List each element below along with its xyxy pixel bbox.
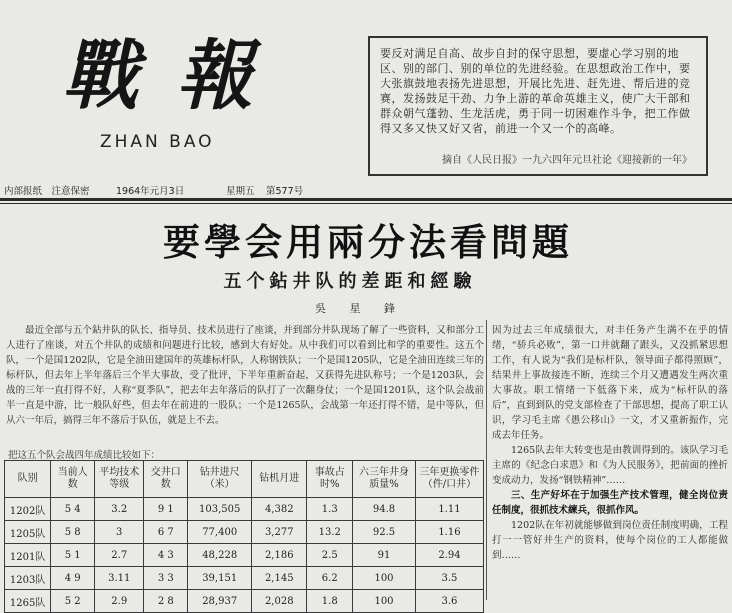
table-cell: 9 1: [144, 498, 188, 521]
table-cell: 1.11: [415, 498, 483, 521]
table-cell: 1.16: [415, 521, 483, 544]
masthead-pinyin: ZHAN BAO: [100, 132, 215, 152]
issue-number: 第577号: [266, 186, 304, 197]
top-rule-thin: [0, 203, 732, 204]
table-cell: 2.5: [307, 544, 353, 567]
body-paragraph: 最近全部与五个鉆井队的队长、指导员、技术员进行了座谈，并到部分井队现场了解了一些资料，又和部分工人进行了座谈，对五个井队的成绩和问题进行比较，感到大有好处。从中我们可以看到比和学的重要性。这五个队，一个是国1202队，它是全油田建国年的英雄标杆队，人称钢铁队；一个是国1205队，它是全油田连续三年的标杆队，但去年上半年落后三个半大事故，受了批评，下半年重新奋起，又获得先进队称号；一个是1203队，会战的三年一直打得不好，人称“夏季队”，把去年去年落后的队打了一次翻身仗；一个是国1201队，这个队会战前半一直是中游，比一般队好些，但去年在前进的一股队；一个是1265队，会战第一年还打得不错，是中等队，但从六一年后，搞得三年不落后于队伍，就是上不去。: [6, 325, 484, 426]
issue-weekday: 星期五: [226, 186, 255, 197]
table-cell: 1203队: [5, 567, 51, 590]
table-cell: 1.3: [307, 498, 353, 521]
article-headline: 要學会用兩分法看問題: [163, 220, 573, 264]
table-header-cell: 钻井进尺（米）: [188, 461, 252, 498]
article-body-right: [492, 323, 728, 563]
table-cell: 2,145: [252, 567, 307, 590]
table-cell: 6 7: [144, 521, 188, 544]
table-header-row: [5, 461, 484, 498]
table-cell: 2.7: [95, 544, 144, 567]
table-row: [5, 567, 484, 590]
table-row: [5, 590, 484, 613]
table-cell: 1265队: [5, 590, 51, 613]
table-cell: 4,382: [252, 498, 307, 521]
table-cell: 100: [353, 590, 416, 613]
table-cell: 3.2: [95, 498, 144, 521]
table-cell: 2,186: [252, 544, 307, 567]
table-cell: 103,505: [188, 498, 252, 521]
table-cell: 2 8: [144, 590, 188, 613]
body-paragraph: 1265队去年大转变也是由教训得到的。该队学习毛主席的《纪念白求恩》和《为人民服务》，把前面的挫折变成动力，发扬“钢铁精神”……: [492, 445, 728, 486]
table-cell: 2.9: [95, 590, 144, 613]
article-author: 吳 星 鋒: [315, 302, 405, 315]
column-divider: [486, 320, 487, 600]
issue-note: 内部报纸 注意保密: [4, 186, 90, 197]
table-header-cell: 交井口数: [144, 461, 188, 498]
table-cell: 2,028: [252, 590, 307, 613]
table-cell: 5 4: [51, 498, 95, 521]
table-row: [5, 521, 484, 544]
table-cell: 3.6: [415, 590, 483, 613]
table-cell: 6.2: [307, 567, 353, 590]
table-cell: 100: [353, 567, 416, 590]
body-paragraph: 因为过去三年成绩很大，对丰任务产生满不在乎的情绪，“骄兵必败”，第一口井就翻了跟头，又没抓紧思想工作，有人说为“我们是标杆队，领导面子都得照顾”，结果井上事故接连不断，连续三个月又遭遇发生两次重大事故。职工情绪一下低落下来，成为“标杆队的落后”，直到到队的党支部检查了干部思想，提高了职工认识，学习毛主席《愚公移山》一文，才又重新振作，完成去年任务。: [492, 325, 728, 441]
table-cell: 4 3: [144, 544, 188, 567]
table-row: [5, 544, 484, 567]
table-cell: 13.2: [307, 521, 353, 544]
table-cell: 1202队: [5, 498, 51, 521]
table-header-cell: 钻机月进: [252, 461, 307, 498]
table-cell: 48,228: [188, 544, 252, 567]
table-cell: 28,937: [188, 590, 252, 613]
section-heading: 三、生产好坏在于加强生产技术管理，健全岗位责任制度，很抓技术練兵，很抓作风。: [492, 490, 728, 516]
body-paragraph: 1202队在年初就能够做到岗位责任制度明确，工程打一一管好井生产的资料，使每个岗位的工人都能做到……: [492, 520, 728, 561]
quote-text: 要反对满足自高、故步自封的保守思想，要虚心学习别的地区、别的部门、别的单位的先进经验。在思想政治工作中，要大张旗鼓地表扬先进思想，开展比先进、赶先进、帮后进的竞赛，发扬鼓足干劲、力争上游的革命英雄主义，使广大干部和群众朝气蓬勃、生龙活虎，勇于同一切困难作斗争，把工作做得又多又快又好又省，前进一个又一个的高峰。: [380, 47, 691, 135]
table-header-cell: 六三年井身质量%: [353, 461, 416, 498]
table-cell: 1.8: [307, 590, 353, 613]
article-subheadline: 五个鉆井队的差距和經驗: [223, 271, 477, 292]
table-cell: 39,151: [188, 567, 252, 590]
table-row: [5, 498, 484, 521]
table-caption: 把这五个队会战四年成绩比较如下：: [8, 450, 161, 461]
masthead-title: 戰 報: [62, 31, 259, 120]
table-cell: 1205队: [5, 521, 51, 544]
article-body-left: [6, 323, 484, 428]
quote-source: 摘自《人民日报》一九六四年元旦社论《迎接新的一年》: [442, 155, 692, 166]
table-cell: 1201队: [5, 544, 51, 567]
table-cell: 77,400: [188, 521, 252, 544]
table-header-cell: 事故占时%: [307, 461, 353, 498]
top-rule: [0, 198, 732, 201]
table-cell: 3,277: [252, 521, 307, 544]
table-header-cell: 队别: [5, 461, 51, 498]
table-header-cell: 三年更换零件（件/口井）: [415, 461, 483, 498]
table-cell: 3 3: [144, 567, 188, 590]
table-cell: 4 9: [51, 567, 95, 590]
table-cell: 92.5: [353, 521, 416, 544]
table-cell: 94.8: [353, 498, 416, 521]
comparison-table: [4, 460, 484, 613]
table-header-cell: 当前人数: [51, 461, 95, 498]
table-cell: 3: [95, 521, 144, 544]
table-cell: 3.11: [95, 567, 144, 590]
quote-box: [368, 36, 708, 176]
table-cell: 5 1: [51, 544, 95, 567]
table-cell: 2.94: [415, 544, 483, 567]
table-cell: 5 2: [51, 590, 95, 613]
issue-date: 1964年元月3日: [116, 186, 185, 197]
table-cell: 91: [353, 544, 416, 567]
table-cell: 3.5: [415, 567, 483, 590]
table-cell: 5 8: [51, 521, 95, 544]
table-header-cell: 平均技术等级: [95, 461, 144, 498]
